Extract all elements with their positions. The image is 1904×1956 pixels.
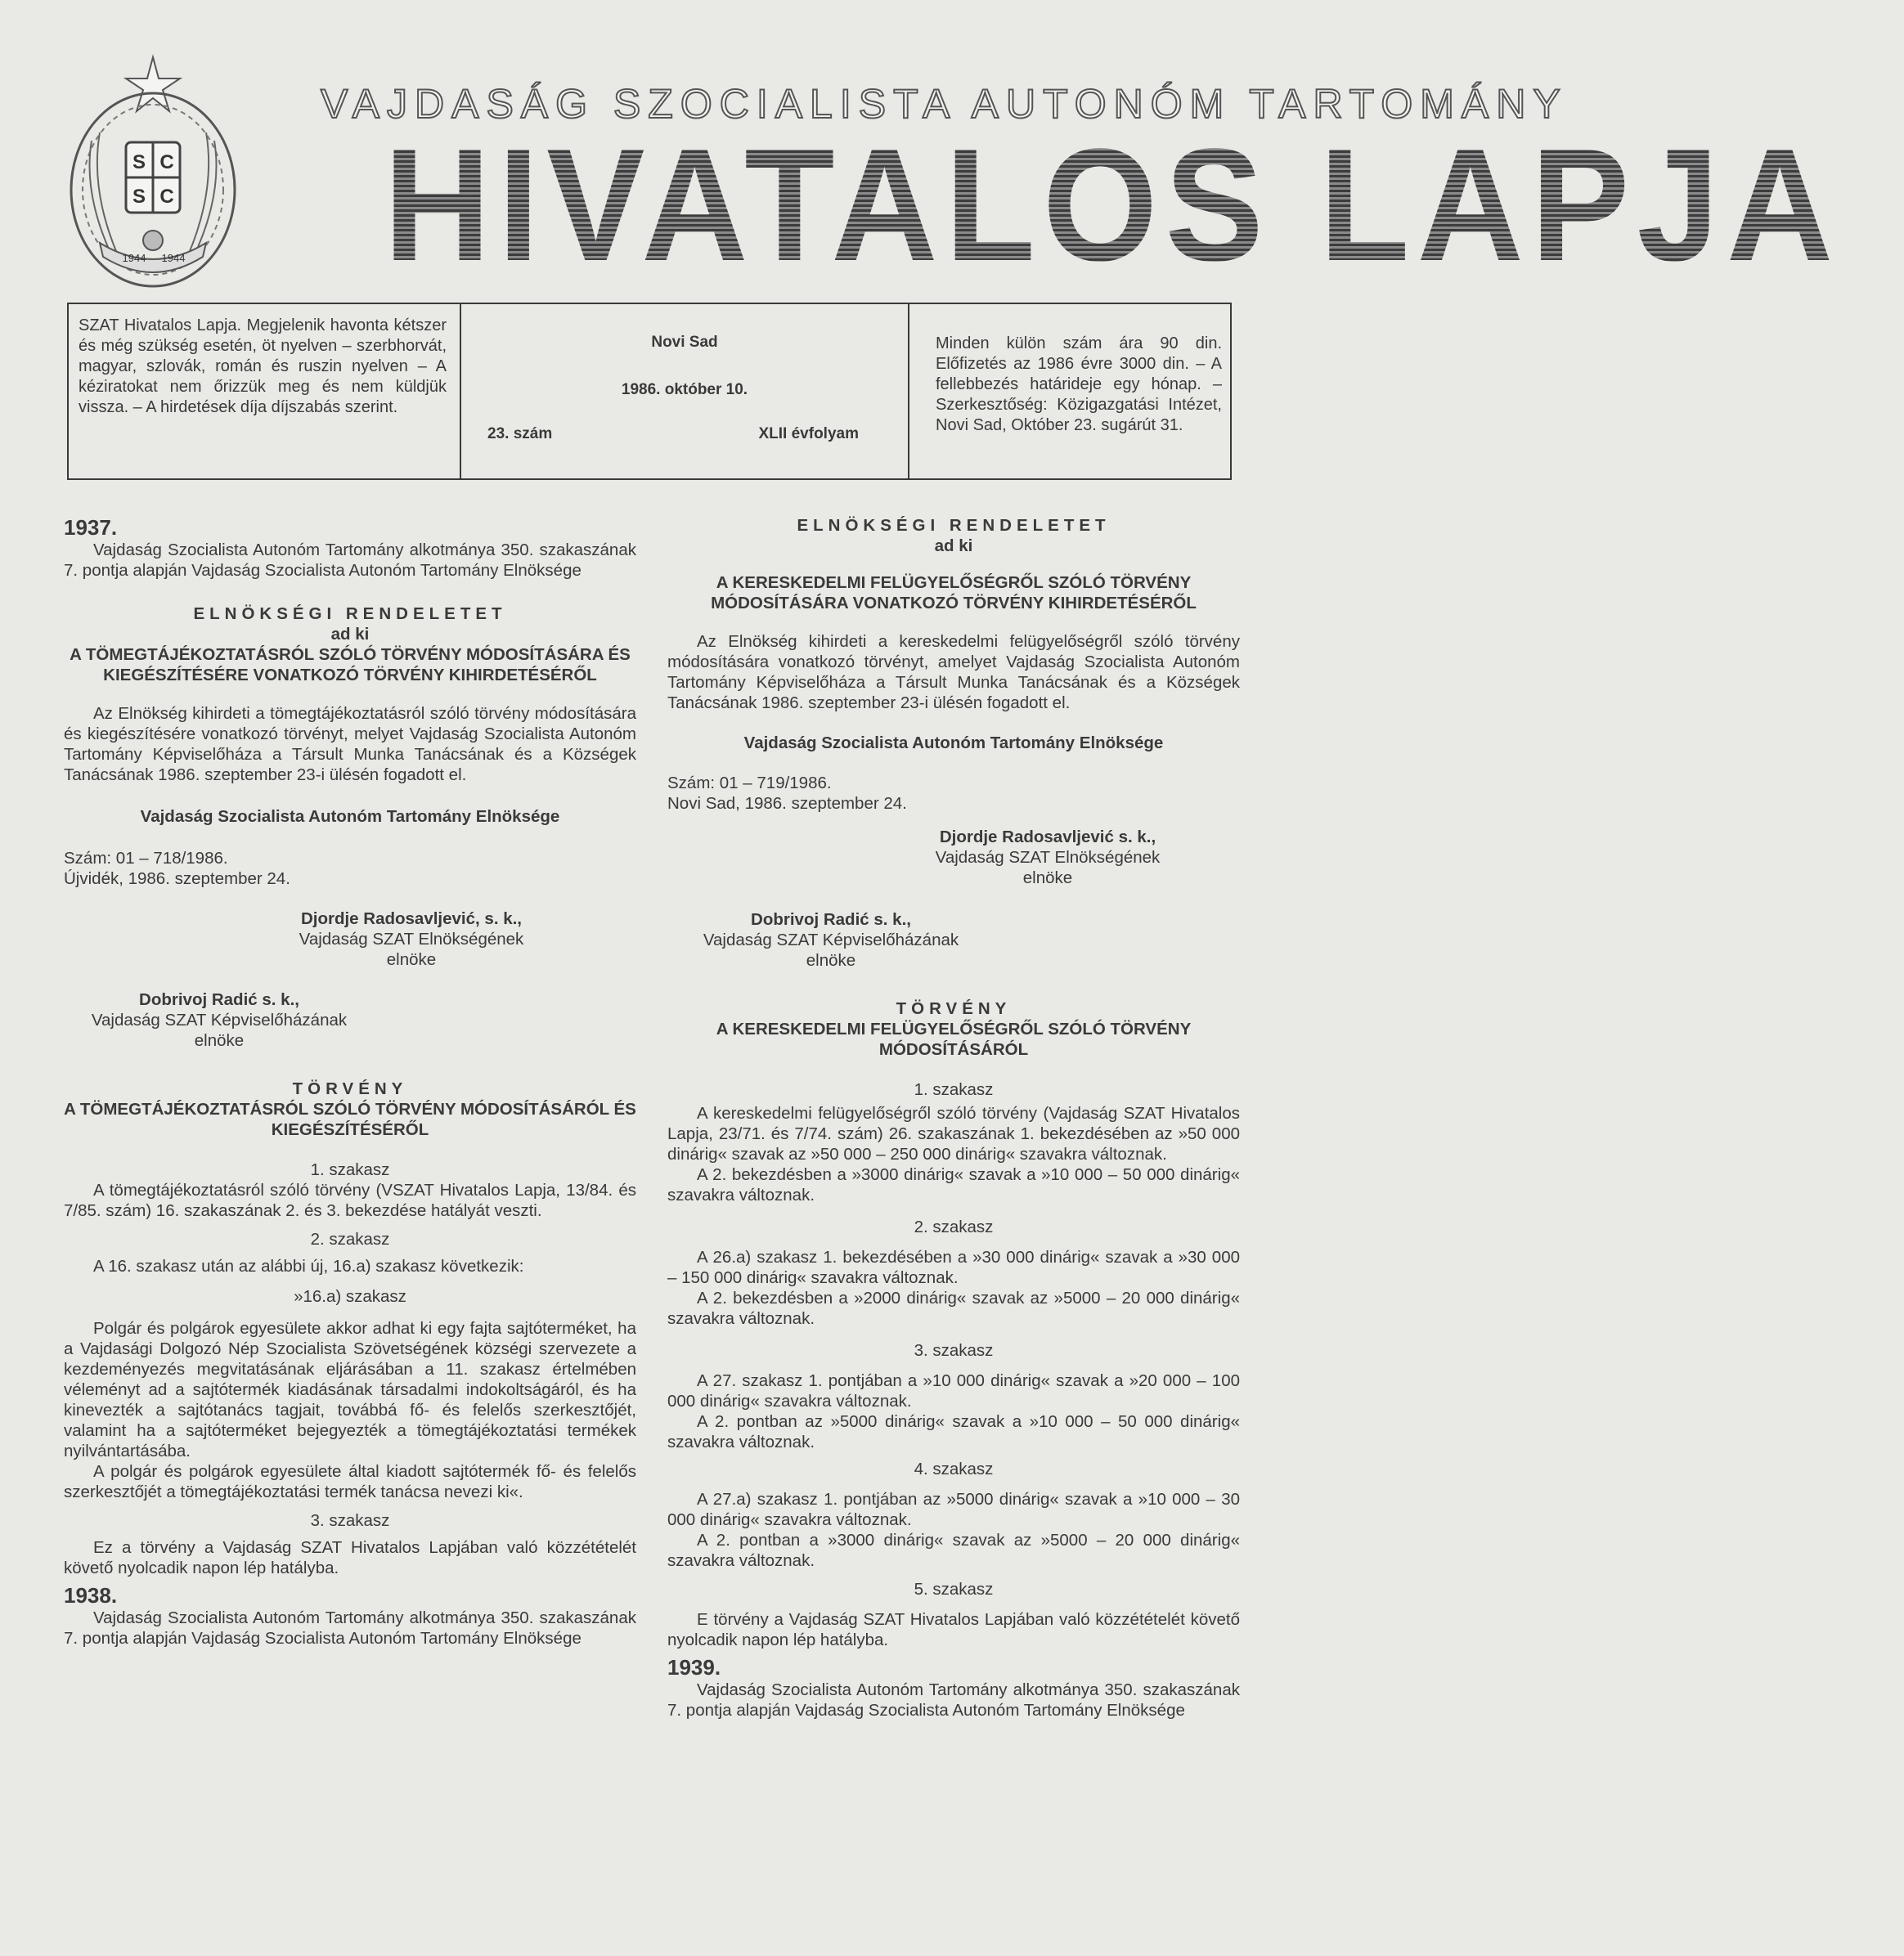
issuing-authority: Vajdaság Szocialista Autonóm Tartomány Elnöksége — [743, 734, 1164, 752]
section-label: 2. szakasz — [914, 1218, 994, 1236]
next-preamble: Vajdaság Szocialista Autonóm Tartomány alkotmánya 350. szakaszának 7. pontja alapján Vajdaság Szocialista Autonóm Tartomány Elnöksége — [64, 1608, 636, 1648]
right-column — [667, 515, 1240, 1720]
section-label: 3. szakasz — [310, 1511, 390, 1530]
section-label: 5. szakasz — [914, 1580, 994, 1599]
signatory-name: Djordje Radosavljević, s. k., — [300, 909, 523, 928]
decree-label: ELNÖKSÉGI RENDELETET — [193, 604, 507, 623]
section-text: A 27.a) szakasz 1. pontjában az »5000 dinárig« szavak a »10 000 – 30 000 dinárig« szavakra változnak. — [667, 1490, 1240, 1529]
price-info-text: Minden külön szám ára 90 din. Előfizetés az 1986 évre 3000 din. – A fellebbezés határideje egy hónap. – Szerkesztőség: Közigazgatási Intézet, Novi Sad, Október 23. sugárút 31. — [936, 334, 1222, 434]
coat-of-arms-emblem — [59, 51, 337, 296]
decree-body: Az Elnökség kihirdeti a tömegtájékoztatásról szóló törvény módosítására és kiegészítésére vonatkozó törvényt, melyet Vajdaság Szocialista Autonóm Tartomány Képviselőháza a Társult Munka Tanácsának és a Községek Tanácsának 1986. szeptember 23-i ülésén fogadott el. — [64, 704, 636, 784]
section-label: 3. szakasz — [914, 1341, 994, 1360]
svg-text:1944: 1944 — [161, 252, 186, 264]
decree-label: ELNÖKSÉGI RENDELETET — [797, 516, 1111, 535]
signatory-role: Vajdaság SZAT Elnökségének — [935, 848, 1161, 867]
masthead-title-text: HIVATALOS LAPJA — [384, 115, 1841, 294]
signatory-title: elnöke — [386, 950, 437, 969]
section-text: Polgár és polgárok egyesülete akkor adhat ki egy fajta sajtóterméket, ha a Vajdasági Dolgozó Nép Szocialista Szövetségének községi szervezete a kezdeményezés megvitatásának eljárásában a 11. szakasz értelmében véleményt ad a sajtótermék kiadásának társadalmi indokoltságáról, és ha kinevezték a sajtótanács tagjait, továbbá fő- és felelős szerkesztőjét, valamint ha a sajtóterméket bejegyezték a tömegtájékoztatási termékek nyilvántartásába. — [64, 1319, 636, 1460]
publication-info-text: SZAT Hivatalos Lapja. Megjelenik havonta kétszer és még szükség esetén, öt nyelven – szerbhorvát, magyar, szlovák, román és ruszin nyelven – A kéziratokat nem őrizzük meg és nem küldjük vissza. – A hirdetések díja díjszabás szerint. — [79, 316, 447, 416]
section-text: A 27. szakasz 1. pontjában a »10 000 dinárig« szavak a »20 000 – 100 000 dinárig« szavakra változnak. — [667, 1371, 1240, 1411]
issuing-authority: Vajdaság Szocialista Autonóm Tartomány Elnöksége — [140, 807, 560, 826]
section-text: Ez a törvény a Vajdaság SZAT Hivatalos Lapjában való közzétételét követő nyolcadik napon lép hatályba. — [64, 1538, 636, 1577]
issue-info-column — [461, 304, 909, 478]
place-and-date: Novi Sad, 1986. szeptember 24. — [667, 794, 907, 813]
signatory-role: Vajdaság SZAT Elnökségének — [299, 930, 524, 949]
section-label: 4. szakasz — [914, 1460, 994, 1478]
masthead-title — [321, 115, 1841, 294]
section-label: 1. szakasz — [310, 1160, 390, 1179]
section-text: A 2. pontban az »5000 dinárig« szavak a »10 000 – 50 000 dinárig« szavakra változnak. — [667, 1412, 1240, 1451]
signature-president-assembly — [64, 989, 375, 1051]
decree-body: Az Elnökség kihirdeti a kereskedelmi felügyelőségről szóló törvény módosítására vonatkozó törvényt, amelyet Vajdaság Szocialista Autonóm Tartomány Képviselőháza a Társult Munka Tanácsának és a Községek Tanácsának 1986. szeptember 23-i ülésén fogadott el. — [667, 632, 1240, 712]
signatory-name: Dobrivoj Radić s. k., — [139, 990, 299, 1009]
law-label: TÖRVÉNY — [292, 1079, 408, 1098]
signatory-role: Vajdaság SZAT Képviselőházának — [703, 931, 959, 949]
place-and-date: Újvidék, 1986. szeptember 24. — [64, 869, 290, 888]
signatory-title: elnöke — [194, 1031, 245, 1050]
next-preamble: Vajdaság Szocialista Autonóm Tartomány alkotmánya 350. szakaszának 7. pontja alapján Vajdaság Szocialista Autonóm Tartomány Elnöksége — [667, 1680, 1240, 1720]
svg-text:S: S — [132, 151, 146, 173]
decree-ad-ki: ad ki — [330, 625, 370, 644]
signature-president-presidency — [276, 908, 546, 970]
section-text: A 26.a) szakasz 1. bekezdésében a »30 000 dinárig« szavak a »30 000 – 150 000 dinárig« szavakra változnak. — [667, 1248, 1240, 1287]
issue-number: 23. szám — [487, 425, 553, 442]
issue-city: Novi Sad — [651, 334, 718, 351]
law-title: A KERESKEDELMI FELÜGYELŐSÉGRŐL SZÓLÓ TÖRVÉNY MÓDOSÍTÁSÁRÓL — [716, 1020, 1192, 1059]
signatory-name: Djordje Radosavljević s. k., — [939, 828, 1156, 846]
signatory-role: Vajdaság SZAT Képviselőházának — [91, 1011, 348, 1030]
decree-ad-ki: ad ki — [934, 536, 973, 555]
signatory-name: Dobrivoj Radić s. k., — [751, 910, 911, 929]
svg-text:S: S — [132, 186, 146, 208]
svg-text:C: C — [159, 186, 174, 208]
section-text: A polgár és polgárok egyesülete által kiadott sajtótermék fő- és felelős szerkesztőjét a tömegtájékoztatási termék tanácsa nevezi ki«. — [64, 1462, 636, 1501]
decree-title: A TÖMEGTÁJÉKOZTATÁSRÓL SZÓLÓ TÖRVÉNY MÓDOSÍTÁSÁRA ÉS KIEGÉSZÍTÉSÉRE VONATKOZÓ TÖRVÉNY KIHIRDETÉSÉRŐL — [70, 645, 631, 684]
section-text: A 2. bekezdésben a »2000 dinárig« szavak az »5000 – 20 000 dinárig« szavakra változnak. — [667, 1289, 1240, 1328]
next-document-number: 1939. — [667, 1655, 721, 1680]
document-number: 1937. — [64, 515, 118, 540]
section-label: 1. szakasz — [914, 1080, 994, 1099]
section-label: »16.a) szakasz — [294, 1287, 406, 1306]
publication-info-column — [69, 304, 461, 478]
star-icon — [126, 57, 180, 111]
section-text: A 2. pontban a »3000 dinárig« szavak az »5000 – 20 000 dinárig« szavakra változnak. — [667, 1531, 1240, 1570]
svg-text:C: C — [159, 151, 174, 173]
signatory-title: elnöke — [1022, 868, 1073, 887]
preamble: Vajdaság Szocialista Autonóm Tartomány alkotmánya 350. szakaszának 7. pontja alapján Vajdaság Szocialista Autonóm Tartomány Elnöksége — [64, 541, 636, 580]
masthead-supertitle: VAJDASÁG SZOCIALISTA AUTONÓM TARTOMÁNY — [321, 81, 1568, 127]
publication-info-box — [67, 303, 1232, 480]
issue-date: 1986. október 10. — [621, 381, 748, 398]
section-label: 2. szakasz — [310, 1230, 390, 1249]
section-text: A tömegtájékoztatásról szóló törvény (VSZAT Hivatalos Lapja, 13/84. és 7/85. szám) 16. szakaszának 2. és 3. bekezdése hatályát veszti. — [64, 1181, 636, 1220]
law-title: A TÖMEGTÁJÉKOZTATÁSRÓL SZÓLÓ TÖRVÉNY MÓDOSÍTÁSÁRÓL ÉS KIEGÉSZÍTÉSÉRŐL — [64, 1100, 636, 1139]
left-column — [64, 515, 636, 1649]
section-text: A 16. szakasz után az alábbi új, 16.a) szakasz következik: — [93, 1257, 524, 1276]
svg-text:1944: 1944 — [122, 252, 146, 264]
section-text: A kereskedelmi felügyelőségről szóló törvény (Vajdaság SZAT Hivatalos Lapja, 23/71. és 7/74. szám) 26. szakaszának 1. bekezdésében az »50 000 dinárig« szavak az »50 000 – 250 000 dinárig« szavakra változnak. — [667, 1104, 1240, 1164]
next-document-number: 1938. — [64, 1583, 118, 1608]
price-info-column — [909, 304, 1232, 478]
registration-number: Szám: 01 – 718/1986. — [64, 849, 228, 868]
signature-president-presidency — [913, 827, 1183, 888]
signatory-title: elnöke — [806, 951, 856, 970]
law-label: TÖRVÉNY — [896, 999, 1012, 1018]
issue-volume: XLII évfolyam — [758, 425, 859, 442]
signature-president-assembly — [676, 909, 986, 971]
section-text: A 2. bekezdésben a »3000 dinárig« szavak a »10 000 – 50 000 dinárig« szavakra változnak. — [667, 1165, 1240, 1205]
decree-title: A KERESKEDELMI FELÜGYELŐSÉGRŐL SZÓLÓ TÖRVÉNY MÓDOSÍTÁSÁRA VONATKOZÓ TÖRVÉNY KIHIRDETÉSÉRŐL — [711, 573, 1197, 612]
section-text: E törvény a Vajdaság SZAT Hivatalos Lapjában való közzétételét követő nyolcadik napon lép hatályba. — [667, 1610, 1240, 1649]
registration-number: Szám: 01 – 719/1986. — [667, 774, 832, 792]
